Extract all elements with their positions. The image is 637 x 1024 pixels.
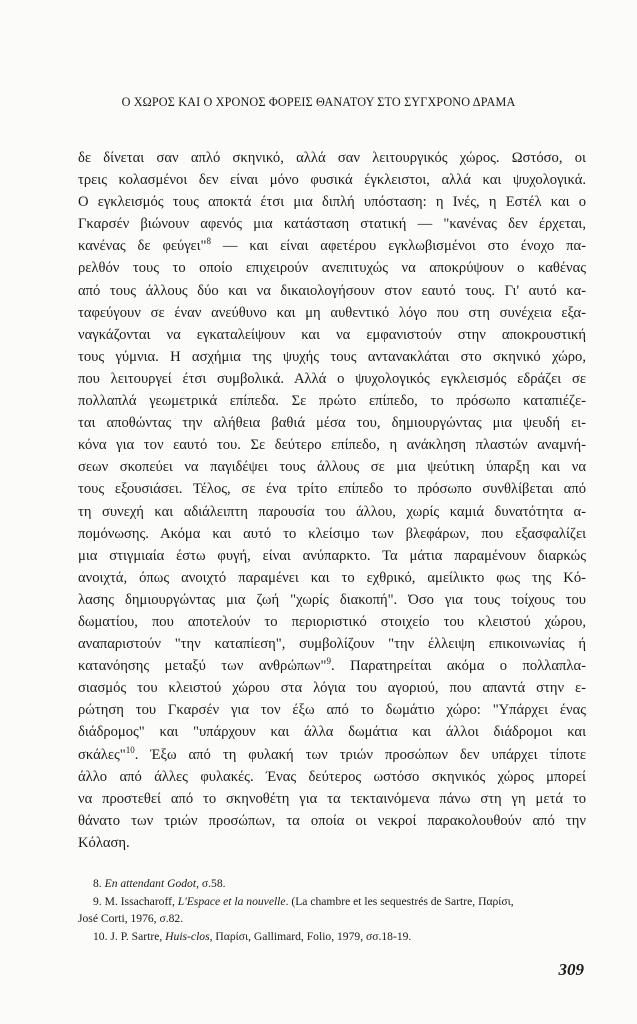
text-line: να προστεθεί από το σκηνοθέτη για τα τεκταινόμενα πάνω στη γη μετά το [78, 790, 586, 807]
text-line: σεων σκοπεύει να παγιδέψει τους άλλους σε μια ψεύτικη ύπαρξη και να [78, 459, 586, 476]
text-line: ταφεύγουν σε έναν ανεύθυνο και μη αυθεντικό λόγο που στη συνέχεια εξα- [78, 304, 586, 321]
text-line: Κόλαση. [78, 834, 130, 851]
text-line: αναπαριστούν "την καταπίεση", συμβολίζουν "την έλλειψη επικοινωνίας ή [78, 636, 586, 653]
footnotes [78, 875, 586, 945]
text-line: Ο εγκλεισμός τους αποκτά έτσι μια διπλή υπόσταση: η Ινές, η Εστέλ και ο [78, 194, 586, 211]
text-line: δωματίου, που αποτελούν το περιοριστικό στοιχείο του κλειστού χώρου, [78, 613, 586, 630]
text-line: κανένας δε φεύγει"$^8$ — και είναι αφετέρου εγκλωβισμένοι στο ένοχο πα- [78, 236, 586, 255]
text-line: σκάλες"$^{10}$. Έξω από τη φυλακή των τριών προσώπων δεν υπάρχει τίποτε [78, 744, 586, 763]
footnote-8: 8. En attendant Godot, σ.58. [93, 877, 226, 890]
footnote-9-continued: José Corti, 1976, σ.82. [78, 912, 184, 926]
text-line: σιασμός του κλειστού χώρου στα λόγια του αγοριού, που απαντά στην ε- [78, 680, 586, 697]
text-line: ρελθόν τους το οποίο επιχειρούν ανεπιτυχώς να αποκρύψουν ο καθένας [78, 260, 586, 277]
text-line: ανοιχτά, όπως ανοιχτό παραμένει και το εχθρικό, αμείλικτο φως της Κό- [78, 569, 586, 586]
footnote-9: 9. M. Issacharoff, L'Espace et la nouvelle. (La chambre et les sequestrés de Sartre, Παρίσι, [93, 894, 514, 908]
body-text [78, 147, 586, 854]
text-line: τρεις κολασμένοι δεν είναι μόνο φυσικά έγκλειστοι, αλλά και ψυχολογικά. [78, 172, 586, 189]
footnote-ref-8: 8 [206, 236, 211, 247]
text-line: κατανόησης μεταξύ των ανθρώπων"$^9$. Παρατηρείται ακόμα ο πολλαπλα- [78, 656, 586, 675]
text-line: άλλο από άλλες φυλακές. Ένας δεύτερος ωστόσο σκηνικός χώρος μπορεί [78, 768, 586, 785]
text-line: ρώτηση του Γκαρσέν για τον έξω από το δωμάτιο χώρο: "Υπάρχει ένας [78, 702, 586, 719]
text-line: τη συνεχή και αδιάλειπτη παρουσία του άλλου, χωρίς καμιά δυνατότητα α- [78, 503, 586, 520]
text-line: διάδρομος" και "υπάρχουν και άλλα δωμάτια και άλλοι διάδρομοι και [78, 724, 586, 741]
text-line: ται αποθώντας την αλήθεια βαθιά μέσα του, δημιουργώντας μια ψευδή ει- [78, 415, 586, 432]
text-line: πομόνωσης. Ακόμα και αυτό το κλείσιμο των βλεφάρων, που εξασφαλίζει [78, 525, 586, 542]
text-line: Γκαρσέν βιώνουν αφενός μια κατάσταση στατική — "κανένας δεν έρχεται, [78, 216, 586, 233]
page-number: 309 [558, 960, 584, 979]
text-line: που λειτουργεί έτσι συμβολικά. Αλλά ο ψυχολογικός εγκλεισμός εδράζει σε [78, 370, 586, 387]
text-line: τους γύμνια. Η ασχήμια της ψυχής τους αντανακλάται στο σκηνικό χώρο, [78, 348, 586, 365]
footnote-ref-10: 10 [125, 744, 135, 755]
text-line: τους εξουσιάσει. Τέλος, σε ένα τρίτο επίπεδο το πρόσωπο συνθλίβεται από [78, 481, 586, 498]
footnote-ref-9: 9 [326, 656, 331, 667]
text-line: δε δίνεται σαν απλό σκηνικό, αλλά σαν λειτουργικός χώρος. Ωστόσο, οι [78, 150, 586, 166]
text-line: θάνατο των τριών προσώπων, τα οποία οι νεκροί παρακολουθούν από την [78, 812, 586, 829]
text-line: ναγκάζονται να εγκαταλείψουν και να εμφανιστούν στην αποκρουστική [78, 326, 586, 343]
text-line: λασης δημιουργώντας μια ζωή "χωρίς διακοπή". Όσο για τους τοίχους του [78, 591, 586, 608]
footnote-10: 10. J. P. Sartre, Huis-clos, Παρίσι, Gallimard, Folio, 1979, σσ.18-19. [93, 929, 412, 943]
text-line: κόνα για τον εαυτό του. Σε δεύτερο επίπεδο, η ανάκληση πλαστών αναμνή- [78, 437, 586, 454]
text-line: πολλαπλά γεωμετρικά επίπεδα. Σε πρώτο επίπεδο, το πρόσωπο καταπιέζε- [78, 393, 586, 410]
text-line: μια στιγμιαία έστω φυγή, είναι ανύπαρκτο. Τα μάτια παραμένουν διαρκώς [78, 547, 586, 564]
running-header: Ο ΧΩΡΟΣ ΚΑΙ Ο ΧΡΟΝΟΣ ΦΟΡΕΙΣ ΘΑΝΑΤΟΥ ΣΤΟ ΣΥΓΧΡΟΝΟ ΔΡΑΜΑ [121, 95, 516, 109]
text-line: από τους άλλους δύο και να δικαιολογήσουν στον εαυτό τους. Γι' αυτό κα- [78, 282, 586, 299]
